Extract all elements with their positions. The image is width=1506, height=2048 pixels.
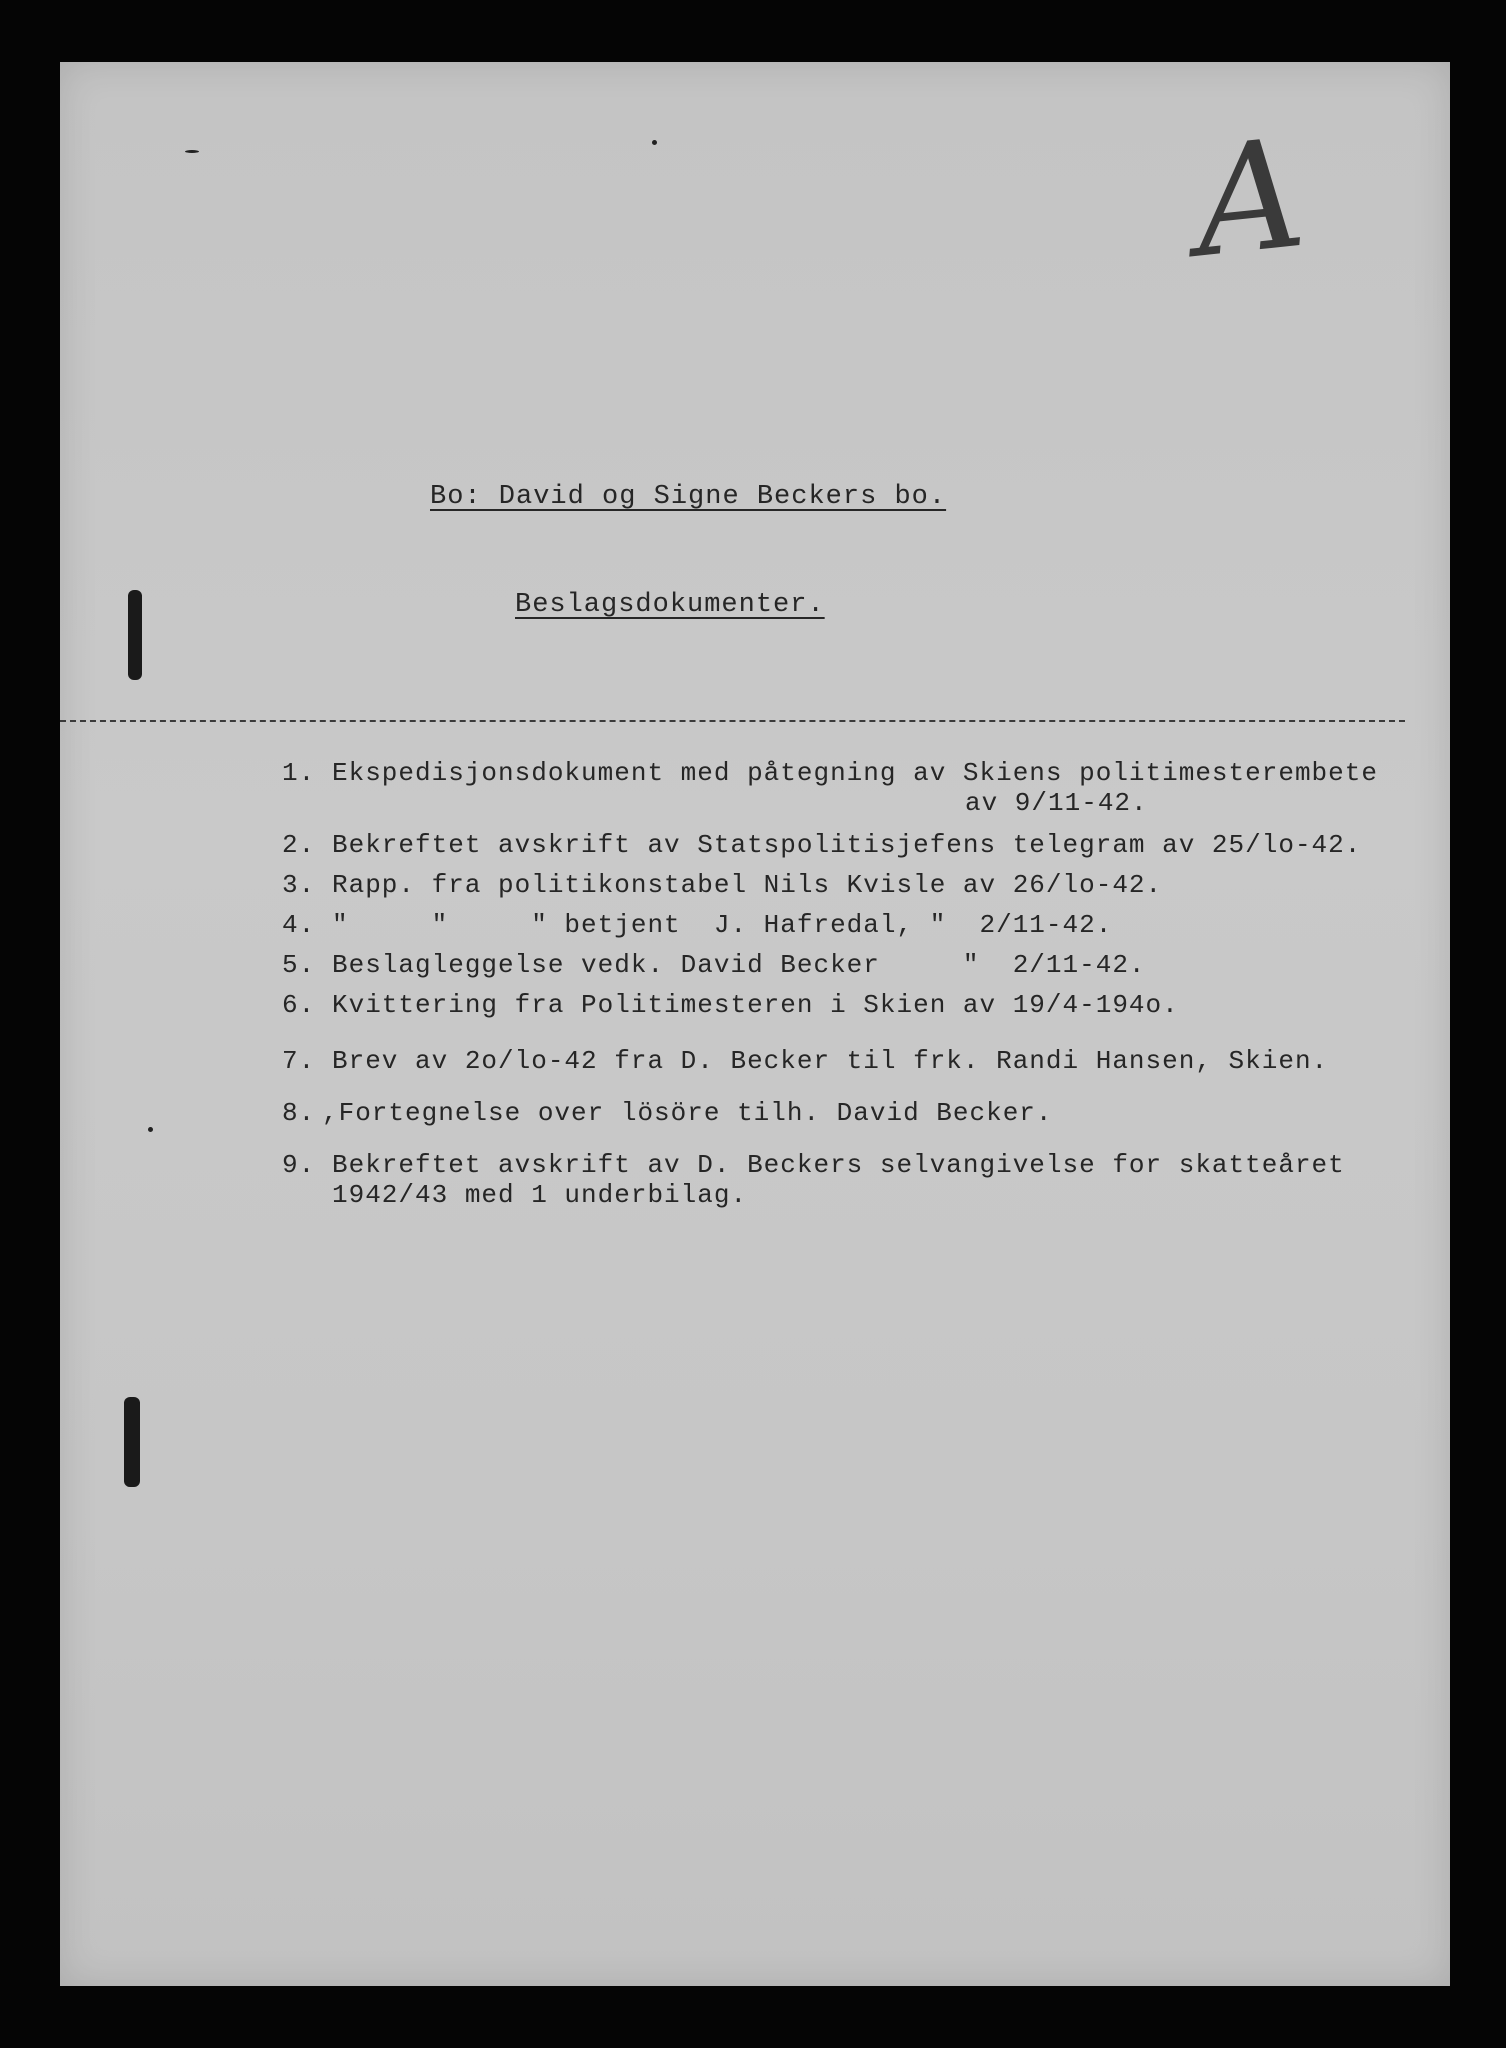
item-text: Bekreftet avskrift av Statspolitisjefens telegram av 25/lo-42. bbox=[332, 830, 1362, 860]
item-text: Beslagleggelse vedk. David Becker " 2/11-42. bbox=[332, 950, 1146, 980]
document-subtitle: Beslagsdokumenter. bbox=[515, 590, 825, 620]
corner-mark: A bbox=[1186, 106, 1313, 292]
scan-speck bbox=[185, 150, 199, 153]
item-text: ,Fortegnelse over lösöre tilh. David Becker. bbox=[322, 1098, 1053, 1128]
item-number: 7. bbox=[282, 1046, 316, 1076]
item-text: Bekreftet avskrift av D. Beckers selvangivelse for skatteåret bbox=[332, 1150, 1345, 1180]
item-text: Rapp. fra politikonstabel Nils Kvisle av 26/lo-42. bbox=[332, 870, 1163, 900]
item-number: 1. bbox=[282, 758, 316, 788]
document-title: Bo: David og Signe Beckers bo. bbox=[430, 482, 947, 512]
item-number: 4. bbox=[282, 910, 316, 940]
scan-speck bbox=[652, 140, 657, 145]
item-number: 5. bbox=[282, 950, 316, 980]
document-paper bbox=[60, 62, 1450, 1986]
item-text: Brev av 2o/lo-42 fra D. Becker til frk. Randi Hansen, Skien. bbox=[332, 1046, 1329, 1076]
item-number: 8. bbox=[282, 1098, 316, 1128]
item-text: Ekspedisjonsdokument med påtegning av Skiens politimesterembete bbox=[332, 758, 1378, 788]
item-text: " " " betjent J. Hafredal, " 2/11-42. bbox=[332, 910, 1113, 940]
item-continuation: av 9/11-42. bbox=[965, 788, 1148, 818]
section-divider bbox=[60, 720, 1405, 722]
item-text: Kvittering fra Politimesteren i Skien av 19/4-194o. bbox=[332, 990, 1179, 1020]
binder-hole-upper bbox=[128, 590, 142, 680]
item-number: 3. bbox=[282, 870, 316, 900]
item-continuation: 1942/43 med 1 underbilag. bbox=[332, 1180, 748, 1210]
item-number: 2. bbox=[282, 830, 316, 860]
binder-hole-lower bbox=[124, 1397, 140, 1487]
item-number: 9. bbox=[282, 1150, 316, 1180]
scan-speck bbox=[148, 1127, 153, 1132]
item-number: 6. bbox=[282, 990, 316, 1020]
